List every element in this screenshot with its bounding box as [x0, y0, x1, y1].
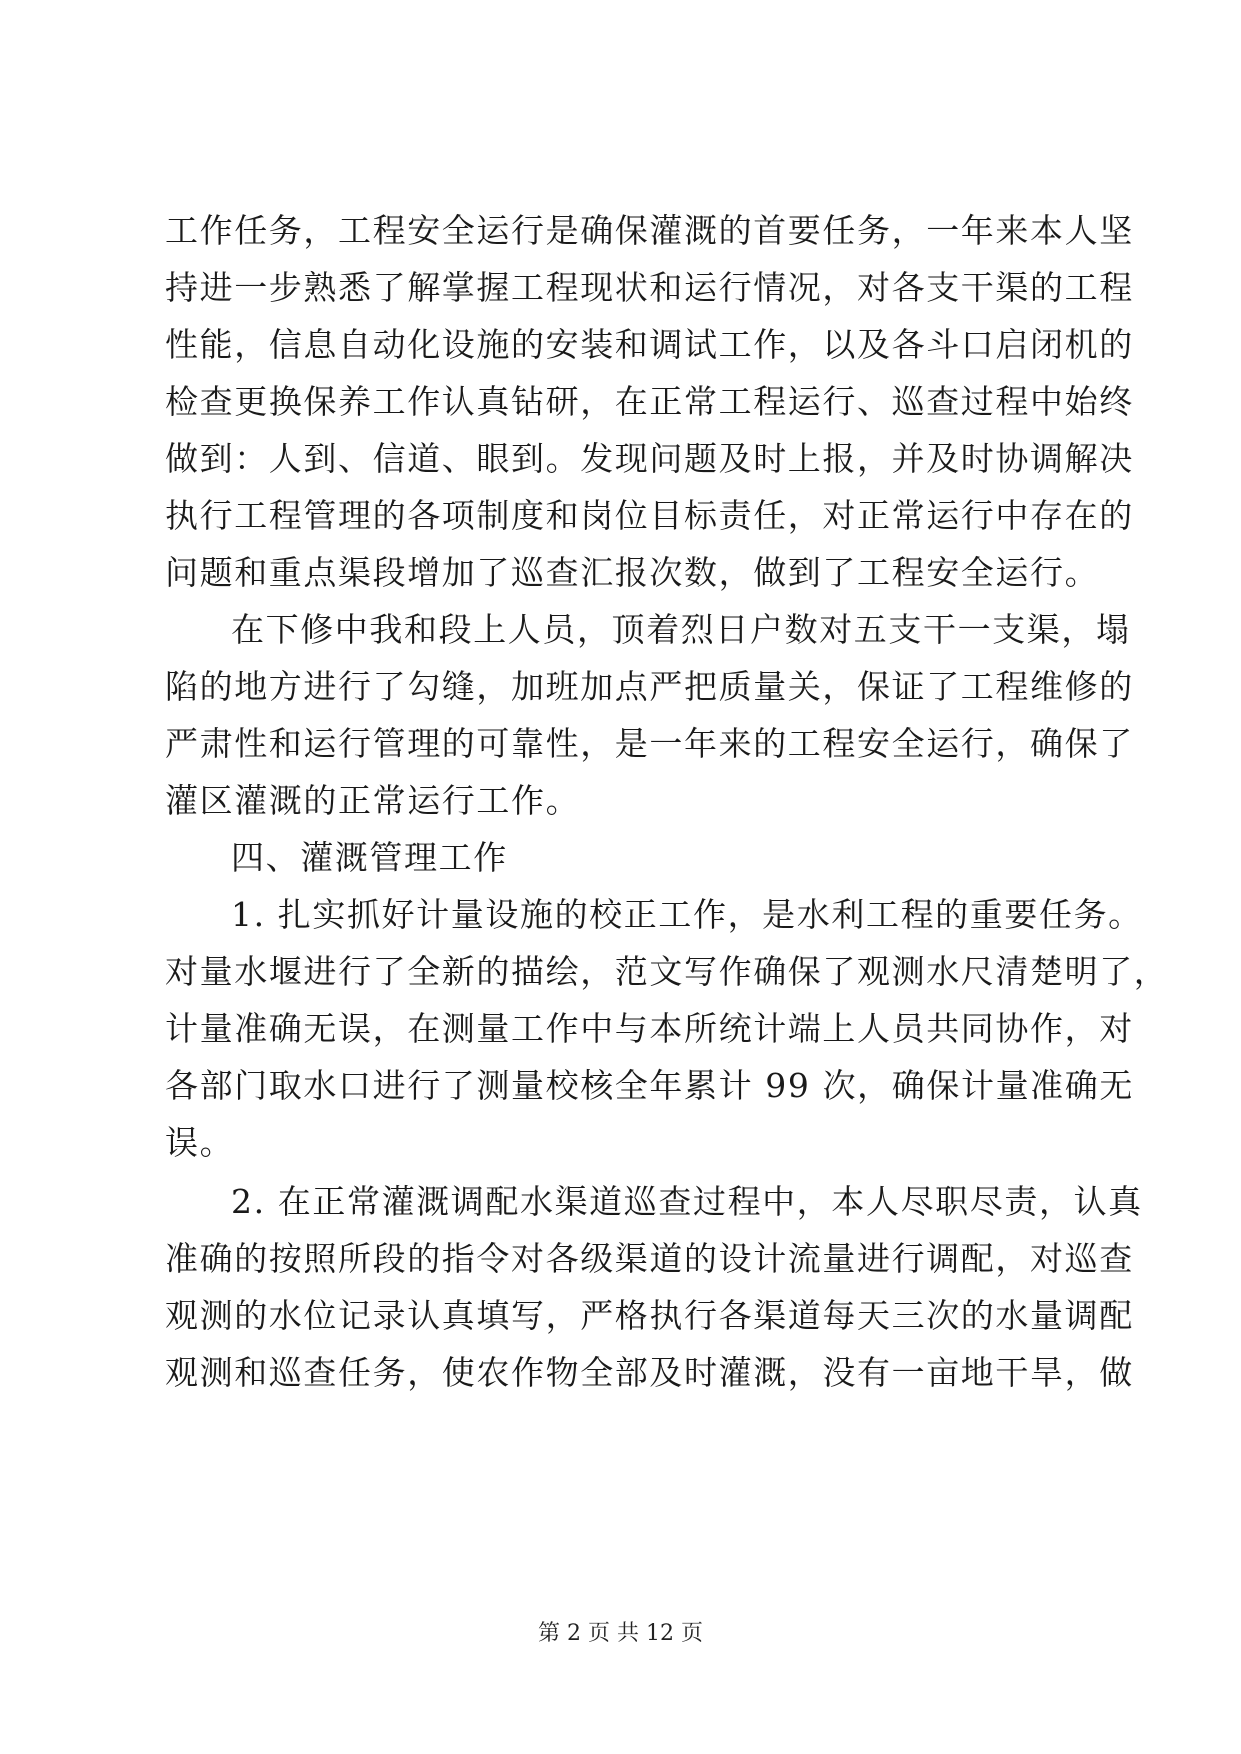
text-line: 对量水堰进行了全新的描绘，范文写作确保了观测水尺清楚明了， — [165, 952, 1169, 991]
text-line: 做到：人到、信道、眼到。发现问题及时上报，并及时协调解决 — [165, 439, 1134, 478]
text-line: 性能，信息自动化设施的安装和调试工作，以及各斗口启闭机的 — [165, 325, 1134, 364]
text-line: 问题和重点渠段增加了巡查汇报次数，做到了工程安全运行。 — [165, 553, 1100, 592]
text-line: 持进一步熟悉了解掌握工程现状和运行情况，对各支干渠的工程 — [165, 268, 1134, 307]
section-heading: 四、灌溉管理工作 — [231, 838, 508, 877]
text-line: 严肃性和运行管理的可靠性，是一年来的工程安全运行，确保了 — [165, 724, 1134, 763]
text-line: 准确的按照所段的指令对各级渠道的设计流量进行调配，对巡查 — [165, 1239, 1134, 1278]
text-line: 各部门取水口进行了测量校核全年累计 99 次，确保计量准确无 — [165, 1066, 1134, 1105]
text-line: 检查更换保养工作认真钻研，在正常工程运行、巡查过程中始终 — [165, 382, 1134, 421]
text-line: 观测和巡查任务，使农作物全部及时灌溉，没有一亩地干旱，做 — [165, 1353, 1134, 1392]
text-line: 陷的地方进行了勾缝，加班加点严把质量关，保证了工程维修的 — [165, 667, 1134, 706]
page-number-footer: 第 2 页 共 12 页 — [538, 1621, 703, 1646]
text-line: 工作任务，工程安全运行是确保灌溉的首要任务，一年来本人坚 — [165, 211, 1134, 250]
text-line: 观测的水位记录认真填写，严格执行各渠道每天三次的水量调配 — [165, 1296, 1134, 1335]
text-line: 执行工程管理的各项制度和岗位目标责任，对正常运行中存在的 — [165, 496, 1134, 535]
paragraph-start-line: 在下修中我和段上人员，顶着烈日户数对五支干一支渠，塌 — [231, 610, 1131, 649]
text-line: 误。 — [165, 1123, 235, 1162]
text-line: 灌区灌溉的正常运行工作。 — [165, 781, 581, 820]
paragraph-start-line: 2. 在正常灌溉调配水渠道巡查过程中，本人尽职尽责，认真 — [231, 1182, 1143, 1221]
paragraph-start-line: 1. 扎实抓好计量设施的校正工作，是水利工程的重要任务。 — [231, 895, 1143, 934]
text-line: 计量准确无误，在测量工作中与本所统计端上人员共同协作，对 — [165, 1009, 1134, 1048]
